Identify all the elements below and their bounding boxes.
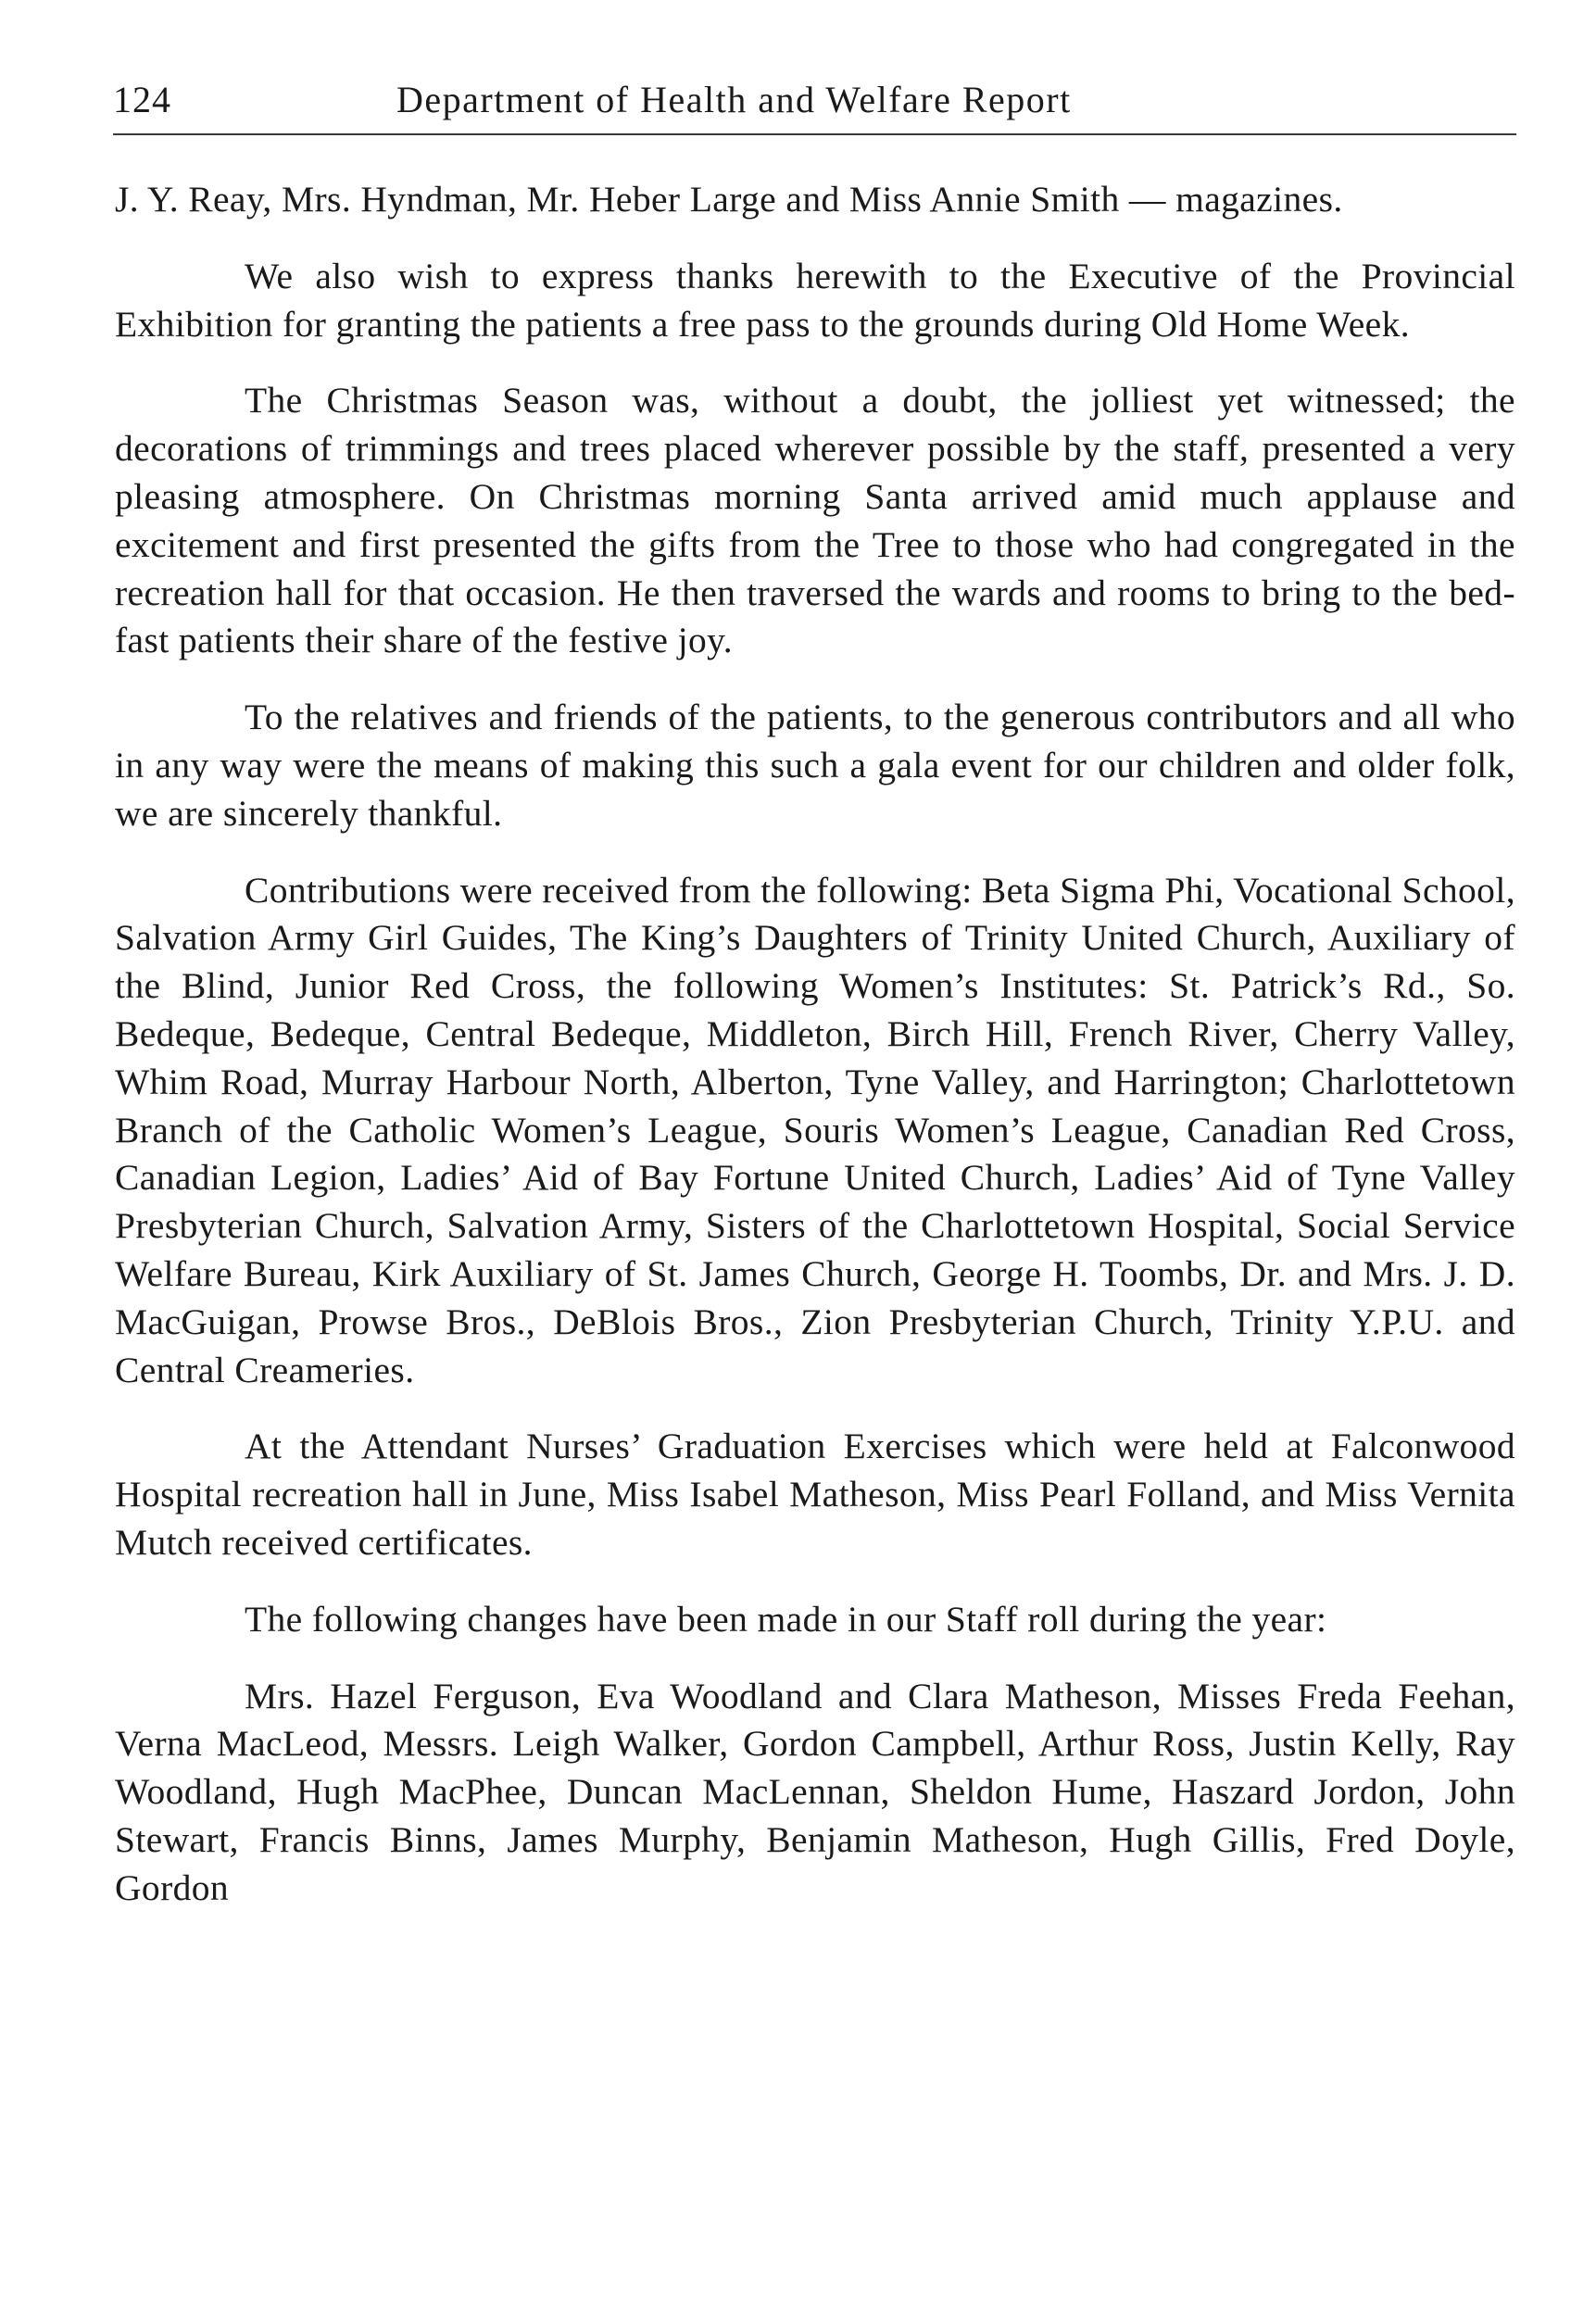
paragraph-relatives-thanks: To the relatives and friends of the patients, to the generous contributors and all who in any way were the means of making this such a gala event for our children and older folk, we are sincerely thankful.: [115, 697, 1515, 834]
paragraph-magazines-continued: J. Y. Reay, Mrs. Hyndman, Mr. Heber Large and Miss Annie Smith — magazines.: [115, 179, 1343, 220]
paragraph-staff-names: Mrs. Hazel Ferguson, Eva Woodland and Clara Matheson, Misses Freda Feehan, Verna MacLeod, Messrs. Leigh Walker, Gordon Campbell, Arthur Ross, Justin Kelly, Ray Woodland, Hugh MacPhee, Duncan MacLennan, Sheldon Hume, Haszard Jordon, John Stewart, Francis Binns, James Murphy, Benjamin Matheson, Hugh Gillis, Fred Doyle, Gordon: [115, 1675, 1515, 1908]
running-title: Department of Health and Welfare Report: [396, 79, 1072, 120]
paragraph-contributions: Contributions were received from the following: Beta Sigma Phi, Vocational School, Salvation Army Girl Guides, The King’s Daughters of Trinity United Church, Auxiliary of the Blind, Junior Red Cross, the following Women’s Institutes: St. Patrick’s Rd., So. Bedeque, Bedeque, Central Bedeque, Middleton, Birch Hill, French River, Cherry Valley, Whim Road, Murray Harbour North, Alberton, Tyne Valley, and Harrington; Charlottetown Branch of the Catholic Women’s League, Souris Women’s League, Canadian Red Cross, Canadian Legion, Ladies’ Aid of Bay Fortune United Church, Ladies’ Aid of Tyne Valley Presbyterian Church, Salvation Army, Sisters of the Charlottetown Hospital, Social Service Welfare Bureau, Kirk Auxiliary of St. James Church, George H. Toombs, Dr. and Mrs. J. D. MacGuigan, Prowse Bros., DeBlois Bros., Zion Presbyterian Church, Trinity Y.P.U. and Central Creameries.: [115, 869, 1515, 1390]
paragraph-graduation: At the Attendant Nurses’ Graduation Exercises which were held at Falconwood Hospital recreation hall in June, Miss Isabel Matheson, Miss Pearl Folland, and Miss Vernita Mutch received certificates.: [115, 1426, 1515, 1563]
paragraph-exhibition-thanks: We also wish to express thanks herewith to the Executive of the Provincial Exhibition for granting the patients a free pass to the grounds during Old Home Week.: [115, 255, 1515, 345]
body-text: [115, 176, 1515, 1913]
paragraph-staff-changes-intro: The following changes have been made in our Staff roll during the year:: [245, 1598, 1327, 1640]
paragraph-christmas-season: The Christmas Season was, without a doubt, the jolliest yet witnessed; the decorations of trimmings and trees placed wherever possible by the staff, presented a very pleasing atmosphere. On Christmas morning Santa arrived amid much applause and excitement and first presented the gifts from the Tree to those who had congregated in the recreation hall for that occasion. He then traversed the wards and rooms to bring to the bed-fast patients their share of the festive joy.: [115, 380, 1515, 661]
page-header: [113, 78, 1516, 135]
page-number: 124: [113, 79, 171, 120]
